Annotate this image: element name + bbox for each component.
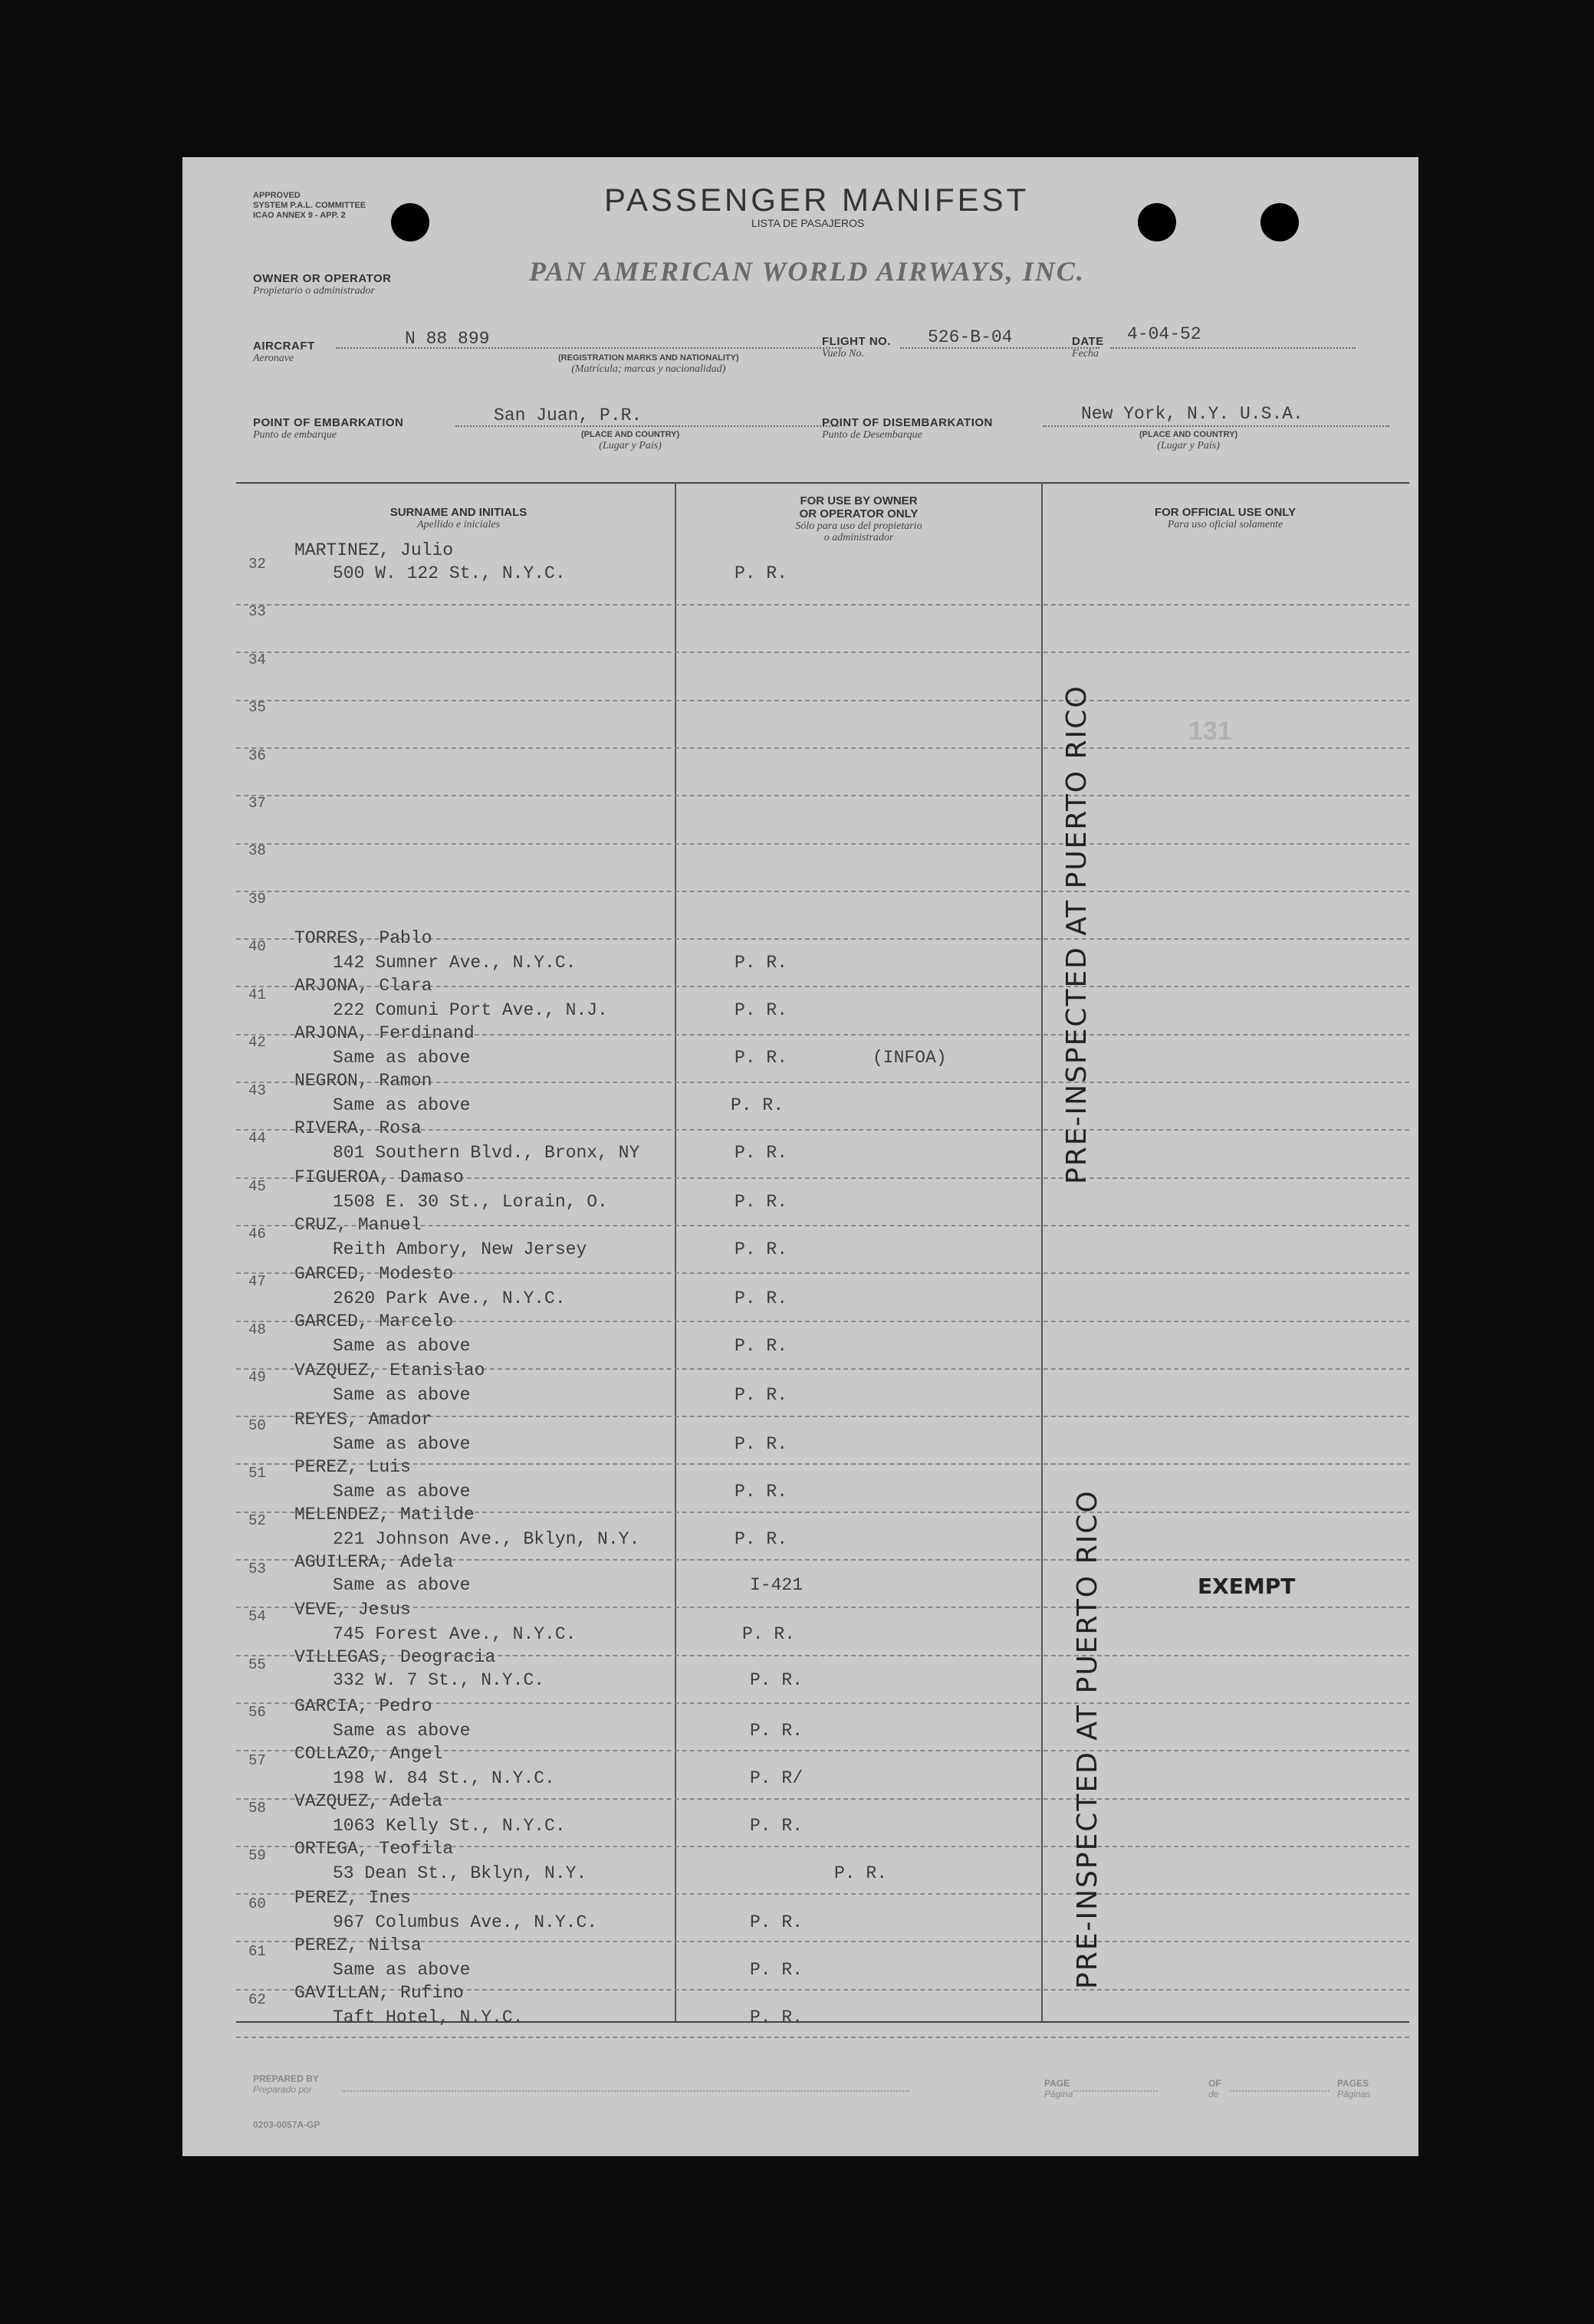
passenger-address: 2620 Park Ave., N.Y.C.: [333, 1288, 566, 1308]
owner-use-mark: P. R.: [735, 563, 788, 583]
disembark-place-label-es: (Lugar y País): [1157, 440, 1220, 451]
row-number: 33: [248, 603, 266, 620]
row-number: 32: [248, 556, 266, 573]
entry-note: (INFOA): [873, 1048, 947, 1068]
approved-line: ICAO ANNEX 9 - APP. 2: [253, 211, 346, 220]
passenger-address: 500 W. 122 St., N.Y.C.: [333, 563, 566, 583]
date-value: 4-04-52: [1127, 324, 1201, 344]
manifest-page: [182, 157, 1418, 2156]
flight-label-block: [822, 335, 891, 360]
row-rule: [236, 747, 1409, 749]
date-label-block: [1072, 335, 1104, 360]
row-rule: [236, 1463, 1409, 1465]
disembark-label-es: Punto de Desembarque: [822, 429, 922, 441]
official-use-header: FOR OFFICIAL USE ONLY: [1154, 506, 1297, 519]
owner-use-mark: P. R.: [750, 1721, 804, 1741]
passenger-address: Same as above: [333, 1960, 471, 1980]
passenger-address: 332 W. 7 St., N.Y.C.: [333, 1670, 545, 1690]
page-label-es: Página: [1044, 2089, 1073, 2099]
passenger-name: CRUZ, Manuel: [294, 1215, 422, 1235]
passenger-name: GARCED, Modesto: [294, 1264, 454, 1284]
owner-use-mark: P. R.: [750, 1670, 804, 1690]
row-number: 36: [248, 747, 266, 764]
passenger-address: Same as above: [333, 1434, 471, 1454]
disembark-place-caption: [1139, 430, 1237, 452]
passenger-name: MARTINEZ, Julio: [294, 540, 454, 560]
owner-use-mark: I-421: [750, 1575, 804, 1595]
row-number: 48: [248, 1321, 266, 1338]
row-number: 53: [248, 1561, 266, 1577]
owner-use-mark: P. R.: [735, 1000, 788, 1020]
row-number: 57: [248, 1752, 266, 1769]
row-number: 55: [248, 1656, 266, 1673]
embark-label-block: [253, 416, 403, 441]
page-mark: 131: [1188, 717, 1232, 746]
passenger-name: ORTEGA, Teofila: [294, 1839, 454, 1859]
owner-use-mark: P. R.: [735, 1192, 788, 1212]
passenger-address: Same as above: [333, 1575, 471, 1595]
page-subtitle: LISTA DE PASAJEROS: [751, 217, 865, 229]
passenger-address: 745 Forest Ave., N.Y.C.: [333, 1624, 577, 1644]
row-number: 37: [248, 795, 266, 812]
punch-hole: [1138, 203, 1176, 241]
passenger-name: AGUILERA, Adela: [294, 1552, 454, 1572]
row-number: 60: [248, 1896, 266, 1912]
passenger-address: 801 Southern Blvd., Bronx, NY: [333, 1143, 640, 1163]
owner-use-mark: P. R.: [750, 2007, 804, 2027]
embark-value: San Juan, P.R.: [494, 405, 643, 425]
passenger-address: 222 Comuni Port Ave., N.J.: [333, 1000, 608, 1020]
prepared-by-line: [342, 2090, 909, 2092]
owner-use-mark: P. R.: [750, 1960, 804, 1980]
row-number: 35: [248, 699, 266, 716]
row-number: 40: [248, 938, 266, 955]
owner-use-header-es: o administrador: [823, 532, 894, 543]
approved-block: [253, 191, 366, 221]
row-number: 45: [248, 1178, 266, 1195]
row-rule: [236, 652, 1409, 653]
owner-use-mark: P. R.: [735, 1434, 788, 1454]
pages-label: PAGES: [1337, 2078, 1369, 2089]
page-title: PASSENGER MANIFEST: [604, 182, 1030, 218]
owner-use-column-header: [682, 494, 1035, 543]
date-label: DATE: [1072, 335, 1104, 348]
owner-label: OWNER OR OPERATOR: [253, 272, 392, 285]
disembark-line: [1043, 425, 1389, 427]
owner-use-mark: P. R.: [731, 1095, 784, 1115]
official-use-column-header: [1049, 506, 1402, 530]
form-number: 0203-0057A-GP: [253, 2119, 320, 2130]
page-label: PAGE: [1044, 2078, 1070, 2089]
flight-label: FLIGHT NO.: [822, 335, 891, 348]
row-number: 43: [248, 1082, 266, 1099]
row-rule: [236, 891, 1409, 892]
disembark-label: POINT OF DISEMBARKATION: [822, 416, 993, 429]
registration-caption: [558, 353, 739, 376]
owner-use-mark: P. R.: [742, 1624, 796, 1644]
row-number: 58: [248, 1800, 266, 1817]
row-number: 54: [248, 1608, 266, 1625]
aircraft-value: N 88 899: [405, 329, 490, 349]
flight-value: 526-B-04: [928, 327, 1013, 347]
disembark-value: New York, N.Y. U.S.A.: [1081, 404, 1303, 424]
passenger-address: Reith Ambory, New Jersey: [333, 1239, 587, 1259]
owner-label-es: Propietario o administrador: [253, 285, 375, 297]
passenger-name: NEGRON, Ramon: [294, 1071, 432, 1091]
owner-use-mark: P. R.: [735, 1239, 788, 1259]
aircraft-label-block: [253, 340, 315, 365]
row-rule: [236, 700, 1409, 701]
passenger-name: VILLEGAS, Deogracia: [294, 1647, 496, 1667]
date-label-es: Fecha: [1072, 348, 1099, 359]
row-number: 34: [248, 652, 266, 668]
prepared-by-label-es: Preparado por: [253, 2084, 312, 2095]
passenger-name: PEREZ, Nilsa: [294, 1935, 422, 1955]
row-number: 50: [248, 1417, 266, 1434]
surname-header-es: Apellido e iniciales: [416, 519, 501, 530]
flight-label-es: Vuelo No.: [822, 348, 864, 359]
prepared-by-label: PREPARED BY: [253, 2073, 319, 2084]
owner-use-header: OR OPERATOR ONLY: [799, 507, 919, 520]
prepared-by-block: [253, 2073, 319, 2095]
embark-place-caption: [581, 430, 679, 452]
pages-label-block: [1337, 2078, 1370, 2099]
passenger-address: 1063 Kelly St., N.Y.C.: [333, 1816, 566, 1836]
row-rule: [236, 843, 1409, 845]
row-number: 47: [248, 1273, 266, 1290]
row-rule: [236, 2037, 1409, 2038]
embark-place-label-es: (Lugar y País): [599, 440, 662, 451]
registration-label-es: (Matrícula; marcas y nacionalidad): [571, 363, 726, 375]
passenger-name: ARJONA, Ferdinand: [294, 1023, 475, 1043]
passenger-name: GARCIA, Pedro: [294, 1696, 432, 1716]
owner-use-mark: P. R.: [735, 1048, 788, 1068]
passenger-address: Same as above: [333, 1482, 471, 1502]
passenger-name: MELENDEZ, Matilde: [294, 1505, 475, 1525]
passenger-address: Same as above: [333, 1336, 471, 1356]
passenger-name: VEVE, Jesus: [294, 1600, 411, 1620]
passenger-address: Taft Hotel, N.Y.C.: [333, 2007, 524, 2027]
passenger-name: TORRES, Pablo: [294, 928, 432, 948]
row-number: 51: [248, 1465, 266, 1482]
page-line: [1073, 2090, 1158, 2092]
owner-use-mark: P. R.: [735, 1385, 788, 1405]
row-rule: [236, 1607, 1409, 1608]
owner-use-mark: P. R/: [750, 1768, 804, 1788]
passenger-name: FIGUEROA, Damaso: [294, 1167, 464, 1187]
date-line: [1110, 347, 1356, 349]
disembark-place-label: (PLACE AND COUNTRY): [1139, 430, 1238, 439]
passenger-name: REYES, Amador: [294, 1410, 432, 1430]
registration-label: (REGISTRATION MARKS AND NATIONALITY): [558, 353, 739, 363]
row-number: 46: [248, 1226, 266, 1242]
pre-inspected-stamp: PRE-INSPECTED AT PUERTO RICO: [1061, 684, 1093, 1184]
row-rule: [236, 795, 1409, 796]
passenger-address: Same as above: [333, 1095, 471, 1115]
passenger-address: 198 W. 84 St., N.Y.C.: [333, 1768, 555, 1788]
passenger-address: 1508 E. 30 St., Lorain, O.: [333, 1192, 608, 1212]
owner-use-header: FOR USE BY OWNER: [800, 494, 918, 507]
of-label-es: de: [1208, 2089, 1219, 2099]
surname-header: SURNAME AND INITIALS: [389, 506, 527, 519]
row-number: 52: [248, 1512, 266, 1529]
owner-use-mark: P. R.: [735, 1288, 788, 1308]
passenger-address: 221 Johnson Ave., Bklyn, N.Y.: [333, 1529, 640, 1549]
of-line: [1230, 2090, 1329, 2092]
embark-place-label: (PLACE AND COUNTRY): [581, 430, 680, 439]
passenger-name: VAZQUEZ, Etanislao: [294, 1361, 485, 1380]
pre-inspected-stamp: PRE-INSPECTED AT PUERTO RICO: [1072, 1489, 1103, 1989]
row-number: 62: [248, 1991, 266, 2008]
surname-column-header: [251, 506, 666, 530]
passenger-address: 53 Dean St., Bklyn, N.Y.: [333, 1863, 587, 1883]
owner-use-mark: P. R.: [834, 1863, 888, 1883]
owner-use-mark: P. R.: [735, 1529, 788, 1549]
owner-label-block: [253, 272, 391, 297]
passenger-name: PEREZ, Luis: [294, 1457, 411, 1477]
owner-use-mark: P. R.: [750, 1912, 804, 1932]
row-rule: [236, 604, 1409, 606]
table-top-rule: [236, 482, 1409, 484]
row-number: 61: [248, 1943, 266, 1960]
airline-name: PAN AMERICAN WORLD AIRWAYS, INC.: [529, 256, 1085, 287]
row-number: 59: [248, 1847, 266, 1864]
of-label: OF: [1208, 2078, 1221, 2089]
passenger-address: 967 Columbus Ave., N.Y.C.: [333, 1912, 598, 1932]
exempt-stamp: EXEMPT: [1198, 1574, 1296, 1599]
embark-label: POINT OF EMBARKATION: [253, 416, 404, 429]
row-number: 49: [248, 1369, 266, 1386]
pages-label-es: Páginas: [1337, 2089, 1371, 2099]
owner-use-mark: P. R.: [750, 1816, 804, 1836]
passenger-name: GARCED, Marcelo: [294, 1311, 454, 1331]
passenger-address: Same as above: [333, 1385, 471, 1405]
disembark-label-block: [822, 416, 993, 441]
approved-line: APPROVED: [253, 191, 301, 200]
official-use-header-es: Para uso oficial solamente: [1167, 519, 1283, 530]
punch-hole: [391, 203, 429, 241]
passenger-name: VAZQUEZ, Adela: [294, 1791, 443, 1811]
row-rule: [236, 1893, 1409, 1895]
aircraft-label-es: Aeronave: [253, 353, 294, 364]
column-divider: [675, 482, 676, 2023]
owner-use-mark: P. R.: [735, 1336, 788, 1356]
passenger-address: Same as above: [333, 1721, 471, 1741]
passenger-address: 142 Sumner Ave., N.Y.C.: [333, 953, 577, 973]
aircraft-label: AIRCRAFT: [253, 340, 315, 353]
passenger-name: PEREZ, Ines: [294, 1888, 411, 1908]
passenger-name: RIVERA, Rosa: [294, 1118, 422, 1138]
row-number: 39: [248, 891, 266, 908]
row-number: 41: [248, 986, 266, 1003]
approved-line: SYSTEM P.A.L. COMMITTEE: [253, 201, 366, 210]
of-label-block: [1208, 2078, 1221, 2099]
page-label-block: [1044, 2078, 1073, 2099]
row-number: 56: [248, 1704, 266, 1721]
passenger-name: GAVILLAN, Rufino: [294, 1983, 464, 2003]
passenger-name: COLLAZO, Angel: [294, 1744, 443, 1764]
column-divider: [1041, 482, 1043, 2023]
owner-use-mark: P. R.: [735, 953, 788, 973]
passenger-address: Same as above: [333, 1048, 471, 1068]
embark-label-es: Punto de embarque: [253, 429, 337, 441]
owner-use-header-es: Sólo para uso del propietario: [795, 520, 922, 532]
row-number: 38: [248, 842, 266, 859]
flight-line: [900, 347, 1099, 349]
embark-line: [455, 425, 839, 427]
owner-use-mark: P. R.: [735, 1143, 788, 1163]
passenger-name: ARJONA, Clara: [294, 976, 432, 996]
owner-use-mark: P. R.: [735, 1482, 788, 1502]
row-number: 44: [248, 1130, 266, 1147]
row-number: 42: [248, 1034, 266, 1051]
punch-hole: [1260, 203, 1299, 241]
